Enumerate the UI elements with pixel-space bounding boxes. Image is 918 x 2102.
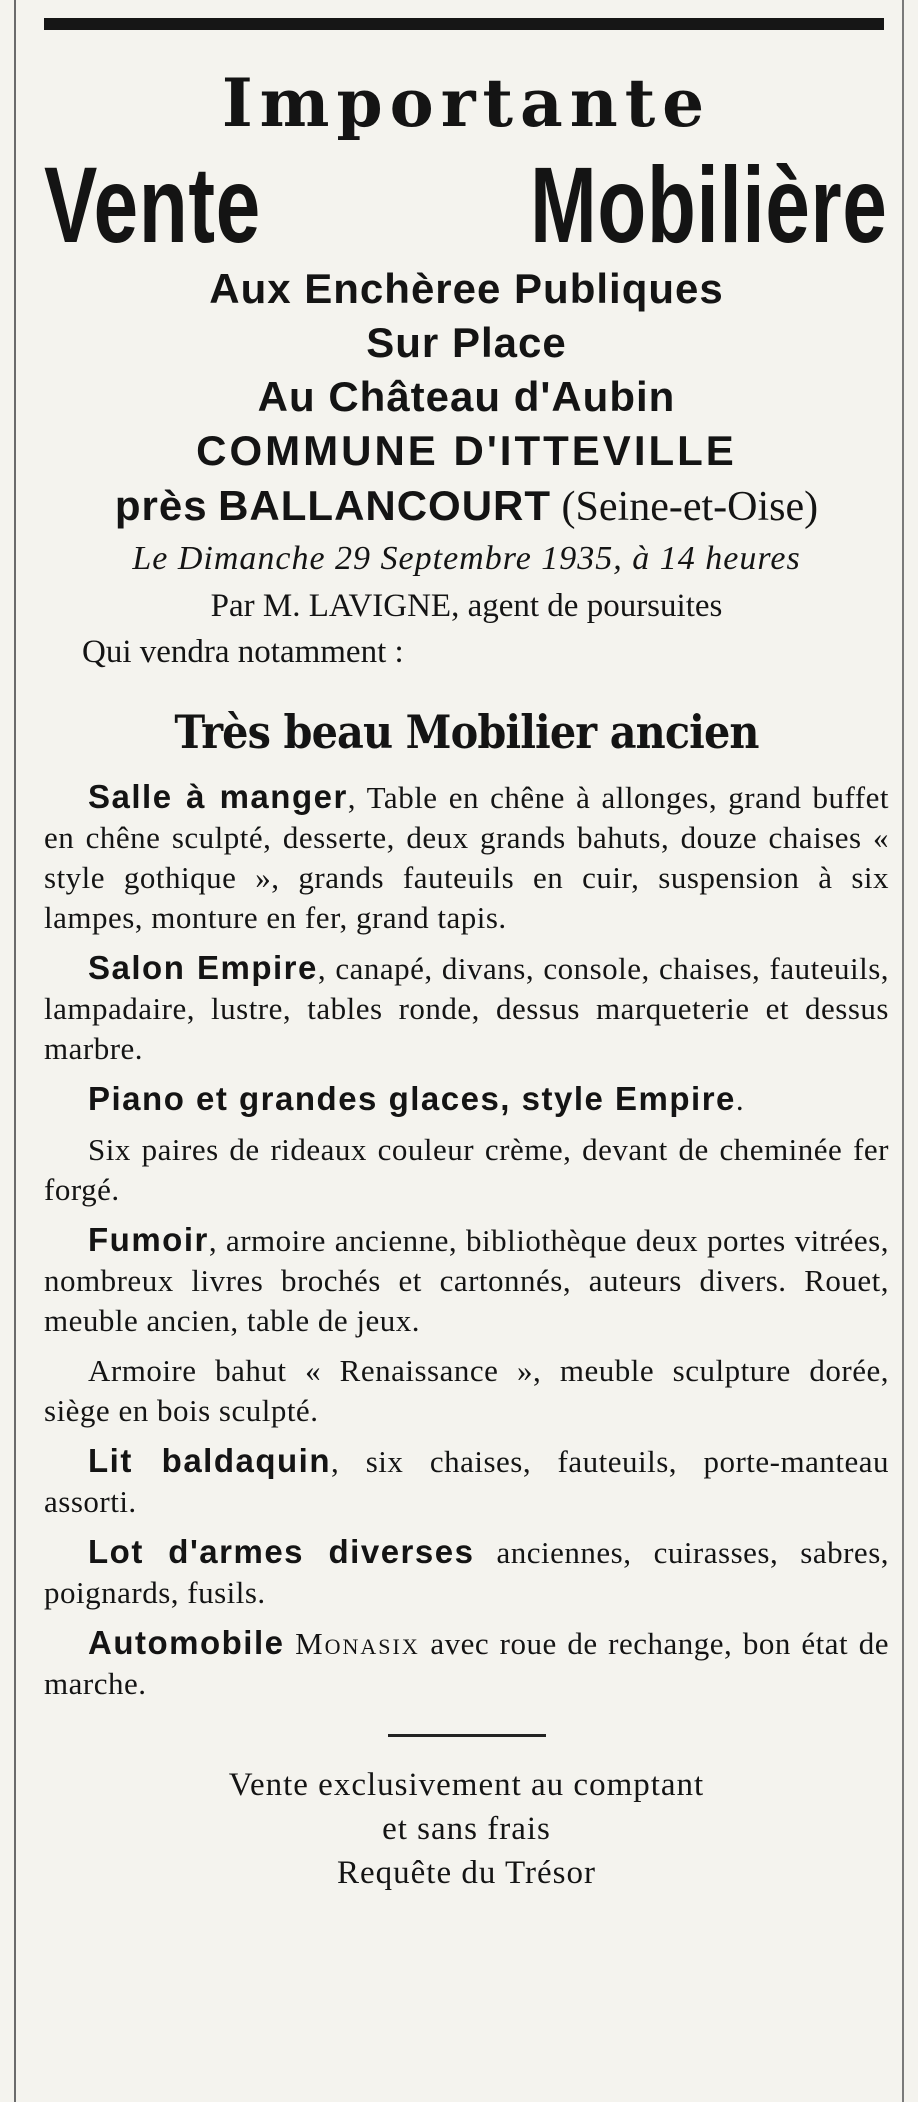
item-salon-empire — [44, 948, 889, 1069]
date-line: Le Dimanche 29 Septembre 1935, à 14 heures — [132, 540, 801, 577]
mobilier-title: Très beau Mobilier ancien — [174, 705, 759, 759]
footer-line-2: et sans frais — [382, 1811, 551, 1847]
item-armoire-bahut — [44, 1351, 889, 1431]
item-piano — [44, 1079, 889, 1120]
subheading-commune: COMMUNE D'ITTEVILLE — [196, 427, 737, 474]
ad-content — [44, 50, 889, 1895]
location-town: BALLANCOURT — [218, 482, 552, 529]
item-lead: Lit baldaquin — [88, 1442, 332, 1479]
headline-word-vente: Vente — [44, 144, 261, 265]
location-line — [44, 478, 889, 535]
item-rideaux — [44, 1130, 889, 1210]
item-text: Armoire bahut « Renaissance », meuble sculpture dorée, siège en bois sculpté. — [44, 1353, 889, 1428]
headline-vente-mobiliere — [44, 144, 888, 265]
item-text: Six paires de rideaux couleur crème, devant de cheminée fer forgé. — [44, 1132, 889, 1207]
item-lot-armes — [44, 1532, 889, 1613]
agent-line: Par M. LAVIGNE, agent de poursuites — [210, 588, 723, 624]
item-lead: Automobile — [88, 1624, 285, 1661]
item-text: , Table en chêne à allonges, grand buffet en chêne sculpté, desserte, deux grands bahuts, douze chaises « style gothique », grands fauteuils en cuir, suspension à six lampes, monture en fer, grand tapis. — [44, 780, 889, 935]
location-department: (Seine-et-Oise) — [561, 484, 819, 530]
footer-line-1: Vente exclusivement au comptant — [228, 1767, 705, 1803]
headline-importante: Importante — [221, 64, 712, 142]
subheading-on-site: Sur Place — [366, 319, 567, 366]
item-fumoir — [44, 1220, 889, 1341]
item-automobile — [44, 1623, 889, 1704]
item-lead: Salle à manger — [88, 778, 348, 815]
headline-word-mobiliere: Mobilière — [530, 144, 888, 265]
item-lead: Fumoir — [88, 1221, 209, 1258]
item-text: avec roue de rechange, bon état de marche. — [44, 1626, 890, 1701]
divider-rule — [388, 1734, 546, 1737]
item-text: , canapé, divans, console, chaises, fauteuils, lampadaire, lustre, tables ronde, dessus marqueterie et dessus marbre. — [44, 951, 890, 1066]
page-border-right — [902, 0, 904, 2102]
item-text: , armoire ancienne, bibliothèque deux portes vitrées, nombreux livres brochés et cartonnés, auteurs divers. Rouet, meuble ancien, table de jeux. — [44, 1223, 889, 1338]
item-text: . — [735, 1082, 745, 1117]
location-pres: près — [114, 482, 208, 529]
intro-line: Qui vendra notamment : — [82, 634, 404, 670]
item-lead: Lot d'armes diverses — [88, 1533, 475, 1570]
item-lead: Piano et grandes glaces, style Empire — [88, 1080, 736, 1117]
subheading-chateau: Au Château d'Aubin — [257, 373, 676, 420]
item-brand: Monasix — [295, 1626, 420, 1661]
footer-line-3: Requête du Trésor — [337, 1855, 596, 1891]
top-rule — [44, 18, 884, 30]
item-text: , six chaises, fauteuils, porte-manteau assorti. — [44, 1444, 889, 1519]
item-text: anciennes, cuirasses, sabres, poignards, fusils. — [44, 1535, 890, 1610]
item-lit-baldaquin — [44, 1441, 889, 1522]
item-salle-a-manger — [44, 777, 889, 938]
item-lead: Salon Empire — [88, 949, 318, 986]
subheading-auction: Aux Enchèree Publiques — [209, 265, 724, 312]
page-border-left — [14, 0, 16, 2102]
